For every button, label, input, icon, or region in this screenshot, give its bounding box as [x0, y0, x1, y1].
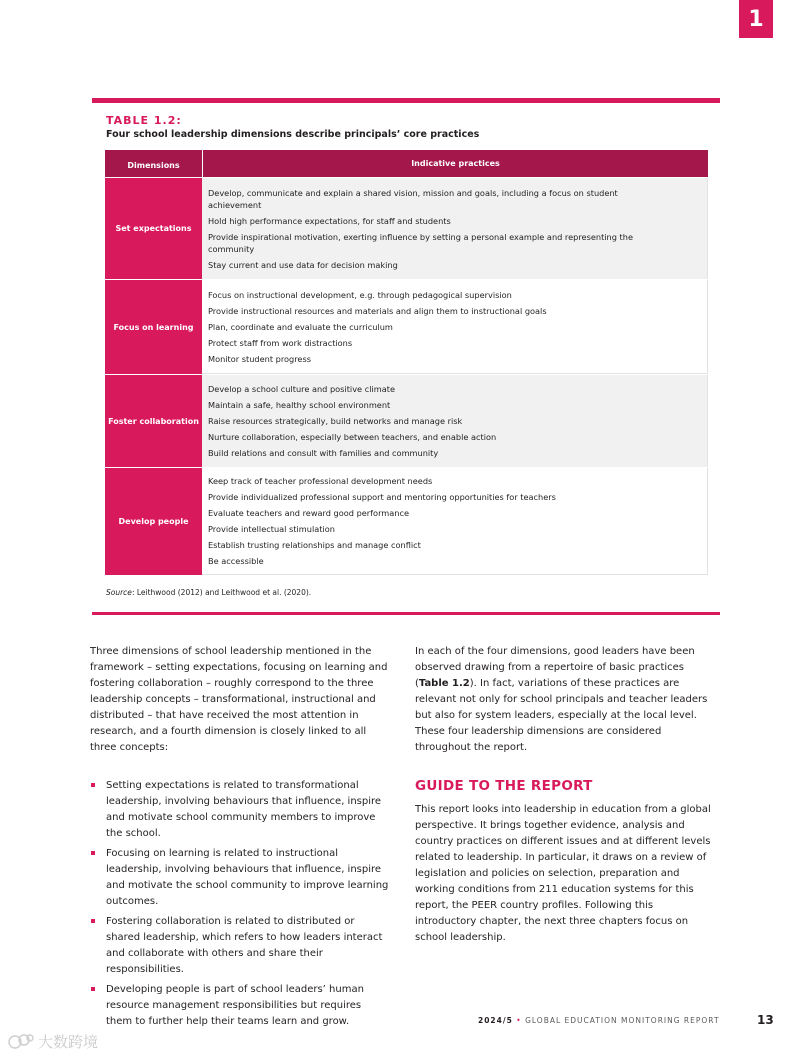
bullet-item	[90, 982, 390, 1030]
leadership-dimensions-table	[105, 150, 708, 575]
dimension-cell: Focus on learning	[105, 280, 202, 374]
bullet-text: Fostering collaboration is related to distributed or shared leadership, which refers to how leaders interact and collaborate with others and share their responsibilities.	[106, 916, 383, 975]
bullet-item	[90, 778, 390, 842]
table-row-focus-on-learning	[105, 279, 708, 374]
bullet-marker-icon	[91, 851, 95, 855]
practice-item: Develop a school culture and positive climate	[208, 384, 395, 394]
dimension-cell: Foster collaboration	[105, 375, 202, 467]
source-text: : Leithwood (2012) and Leithwood et al. (2020).	[131, 588, 312, 597]
practice-item: Nurture collaboration, especially between teachers, and enable action	[208, 432, 497, 442]
header-practices: Indicative practices	[202, 150, 708, 177]
table-row-set-expectations	[105, 177, 708, 279]
practice-item: Provide intellectual stimulation	[208, 524, 335, 534]
footer-report-name: GLOBAL EDUCATION MONITORING REPORT	[525, 1016, 720, 1025]
practice-item: Raise resources strategically, build networks and manage risk	[208, 416, 463, 426]
dimension-cell: Develop people	[105, 468, 202, 575]
bullet-item	[90, 846, 390, 910]
practice-item: Maintain a safe, healthy school environment	[208, 400, 391, 410]
chapter-number: 1	[748, 6, 764, 32]
bullet-list	[90, 778, 390, 1030]
footer-separator: •	[516, 1016, 522, 1025]
right-text-column	[415, 644, 715, 946]
guide-paragraph: This report looks into leadership in education from a global perspective. It brings together evidence, analysis and country practices on different issues and at different levels related to leadership. In particular, it draws on a review of legislation and policies on selection, preparation and working conditions from 211 education systems for this report, the PEER country profiles. Following this introductory chapter, the next three chapters focus on school leadership.	[415, 804, 711, 943]
practice-item: Protect staff from work distractions	[208, 337, 353, 348]
watermark	[8, 1028, 98, 1054]
bullet-text: Focusing on learning is related to instructional leadership, involving behaviours that influence, inspire and motivate the school community to improve learning outcomes.	[106, 848, 389, 907]
paragraph-text: In each of the four dimensions, good leaders have been observed drawing from a repertoire of basic practices (	[415, 646, 695, 689]
bullet-marker-icon	[91, 783, 95, 787]
practices-cell	[202, 280, 708, 374]
watermark-text: 大数跨境	[38, 1032, 99, 1051]
dimension-cell: Set expectations	[105, 178, 202, 279]
watermark-logo-icon	[8, 1032, 34, 1050]
table-label: TABLE 1.2:	[106, 114, 182, 127]
bullet-marker-icon	[91, 987, 95, 991]
left-text-column	[90, 644, 390, 1034]
table-bottom-rule	[92, 612, 720, 615]
bullet-text: Setting expectations is related to transformational leadership, involving behaviours that influence, inspire and motivate school community members to improve the school.	[106, 780, 382, 839]
practice-item: Evaluate teachers and reward good performance	[208, 508, 410, 518]
practice-item: Be accessible	[208, 556, 264, 566]
practice-item: Keep track of teacher professional development needs	[208, 476, 433, 486]
practice-item: Establish trusting relationships and manage conflict	[208, 540, 421, 550]
bullet-marker-icon	[91, 919, 95, 923]
paragraph-text: ). In fact, variations of these practices are relevant not only for school principals and teacher leaders but also for system leaders, especially at the local level. These four leadership dimensions are considered throughout the report.	[415, 678, 708, 753]
bullet-text: Developing people is part of school leaders’ human resource management responsibilities but requires them to further help their teams learn and grow.	[106, 984, 364, 1027]
table-reference-link[interactable]: Table 1.2	[418, 678, 470, 689]
practice-item: Provide instructional resources and materials and align them to instructional goals	[208, 305, 547, 316]
practice-item: Stay current and use data for decision making	[208, 259, 398, 270]
practice-item: Hold high performance expectations, for staff and students	[208, 215, 451, 226]
practice-item: Focus on instructional development, e.g. through pedagogical supervision	[208, 289, 512, 300]
practices-cell	[202, 468, 708, 575]
bullet-item	[90, 914, 390, 978]
practice-item: Plan, coordinate and evaluate the curriculum	[208, 321, 393, 332]
practice-item: Monitor student progress	[208, 353, 311, 364]
table-source-note	[106, 588, 311, 597]
header-dimensions: Dimensions	[105, 150, 202, 177]
practices-cell	[202, 375, 708, 467]
footer-year: 2024/5	[478, 1016, 513, 1025]
table-title: Four school leadership dimensions describe principals’ core practices	[106, 129, 480, 140]
intro-paragraph: Three dimensions of school leadership mentioned in the framework – setting expectations, focusing on learning and fostering collaboration – roughly correspond to the three leadership concepts – transformational, instructional and distributed – that have received the most attention in research, and a fourth dimension is closely linked to all three concepts:	[90, 646, 388, 753]
source-label: Source	[106, 588, 132, 597]
practices-cell	[202, 178, 708, 279]
table-top-rule	[92, 98, 720, 103]
chapter-number-tab	[739, 0, 773, 38]
practice-item: Build relations and consult with families and community	[208, 448, 439, 458]
practice-item: Provide individualized professional support and mentoring opportunities for teachers	[208, 492, 556, 502]
page-number: 13	[757, 1013, 774, 1027]
guide-heading: GUIDE TO THE REPORT	[415, 778, 593, 794]
practice-item: Provide inspirational motivation, exerting influence by setting a personal example and representing the community	[208, 231, 633, 254]
dimensions-paragraph	[415, 644, 715, 756]
footer-report-title	[478, 1016, 720, 1025]
table-row-foster-collaboration	[105, 374, 708, 467]
table-row-develop-people	[105, 467, 708, 575]
table-header-row	[105, 150, 708, 177]
practice-item: Develop, communicate and explain a shared vision, mission and goals, including a focus on student achievement	[208, 187, 618, 210]
